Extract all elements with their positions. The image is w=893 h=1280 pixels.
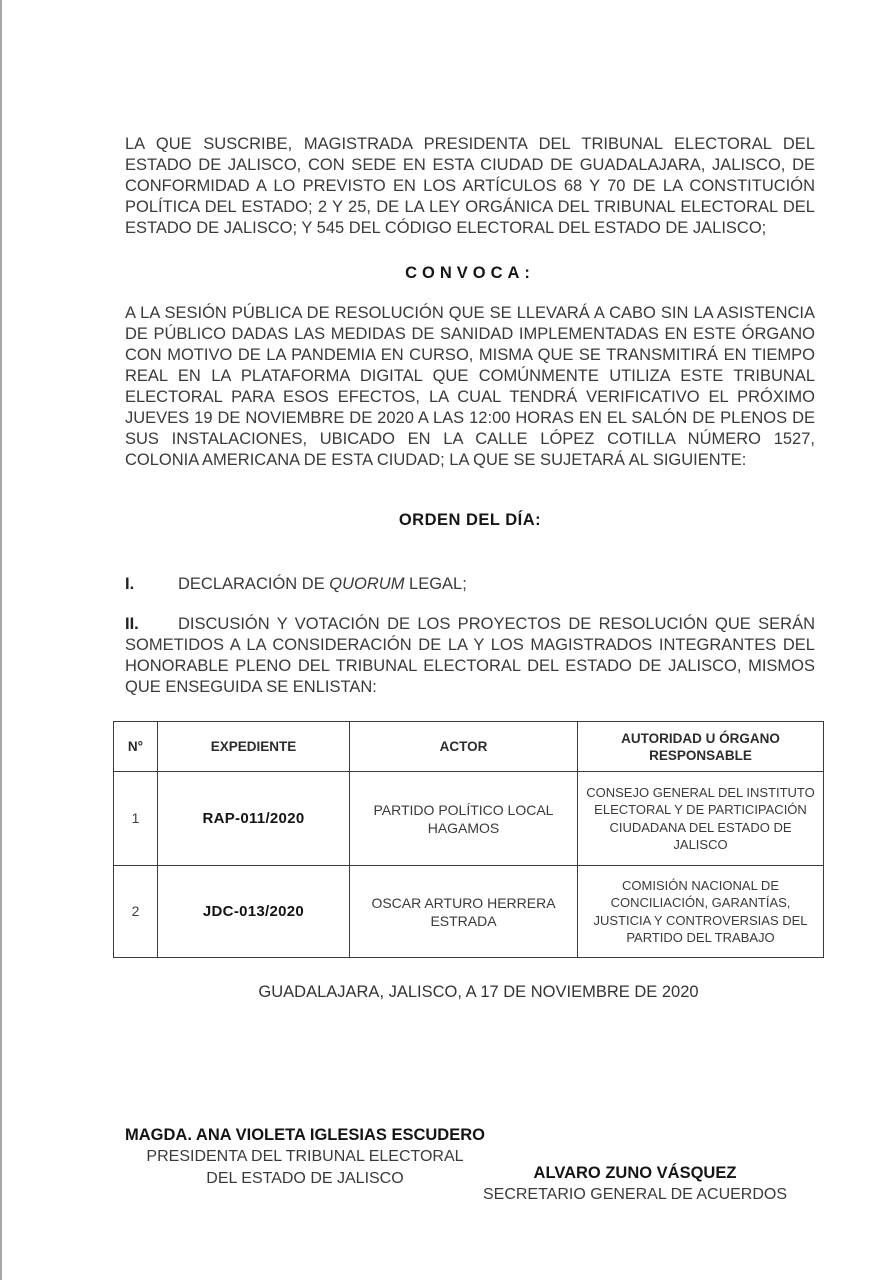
table-header-row	[114, 722, 824, 772]
cell-expediente: RAP-011/2020	[158, 772, 350, 866]
president-title-line2: DEL ESTADO DE JALISCO	[206, 1170, 404, 1187]
signature-block-president	[110, 1124, 500, 1190]
agenda-item-1-text-post: LEGAL;	[404, 575, 467, 593]
table-row	[114, 866, 824, 958]
agenda-item-2	[125, 614, 815, 698]
scan-edge-artifact	[0, 0, 2, 1280]
agenda-item-2-numeral: II.	[125, 615, 139, 633]
cell-actor: OSCAR ARTURO HERRERA ESTRADA	[350, 866, 578, 958]
intro-paragraph: LA QUE SUSCRIBE, MAGISTRADA PRESIDENTA DEL TRIBUNAL ELECTORAL DEL ESTADO DE JALISCO, CON SEDE EN ESTA CIUDAD DE GUADALAJARA, JALISCO, DE CONFORMIDAD A LO PREVISTO EN LOS ARTÍCULOS 68 Y 70 DE LA CONSTITUCIÓN POLÍTICA DEL ESTADO; 2 Y 25, DE LA LEY ORGÁNICA DEL TRIBUNAL ELECTORAL DEL ESTADO DE JALISCO; Y 545 DEL CÓDIGO ELECTORAL DEL ESTADO DE JALISCO;	[125, 135, 815, 237]
agenda-item-1-numeral: I.	[125, 575, 135, 593]
cell-autoridad: CONSEJO GENERAL DEL INSTITUTO ELECTORAL Y DE PARTICIPACIÓN CIUDADANA DEL ESTADO DE JALISCO	[578, 772, 824, 866]
convoca-heading: CONVOCA:	[405, 264, 535, 282]
president-name: MAGDA. ANA VIOLETA IGLESIAS ESCUDERO	[125, 1126, 485, 1144]
cell-num: 1	[114, 772, 158, 866]
cases-table	[113, 721, 824, 958]
agenda-item-1-text-pre: DECLARACIÓN DE	[178, 575, 330, 593]
cell-autoridad: COMISIÓN NACIONAL DE CONCILIACIÓN, GARANTÍAS, JUSTICIA Y CONTROVERSIAS DEL PARTIDO DEL TRABAJO	[578, 866, 824, 958]
agenda-item-2-text: DISCUSIÓN Y VOTACIÓN DE LOS PROYECTOS DE RESOLUCIÓN QUE SERÁN SOMETIDOS A LA CONSIDERACIÓN DE LA Y LOS MAGISTRADOS INTEGRANTES DEL HONORABLE PLENO DEL TRIBUNAL ELECTORAL DEL ESTADO DE JALISCO, MISMOS QUE ENSEGUIDA SE ENLISTAN:	[125, 615, 815, 696]
session-paragraph: A LA SESIÓN PÚBLICA DE RESOLUCIÓN QUE SE LLEVARÁ A CABO SIN LA ASISTENCIA DE PÚBLICO DADAS LAS MEDIDAS DE SANIDAD IMPLEMENTADAS EN ESTE ÓRGANO CON MOTIVO DE LA PANDEMIA EN CURSO, MISMA QUE SE TRANSMITIRÁ EN TIEMPO REAL EN LA PLATAFORMA DIGITAL QUE COMÚNMENTE UTILIZA ESTE TRIBUNAL ELECTORAL PARA ESOS EFECTOS, LA CUAL TENDRÁ VERIFICATIVO EL PRÓXIMO JUEVES 19 DE NOVIEMBRE DE 2020 A LAS 12:00 HORAS EN EL SALÓN DE PLENOS DE SUS INSTALACIONES, UBICADO EN LA CALLE LÓPEZ COTILLA NÚMERO 1527, COLONIA AMERICANA DE ESTA CIUDAD; LA QUE SE SUJETARÁ AL SIGUIENTE:	[125, 304, 815, 469]
cell-actor: PARTIDO POLÍTICO LOCAL HAGAMOS	[350, 772, 578, 866]
cell-expediente: JDC-013/2020	[158, 866, 350, 958]
secretary-title: SECRETARIO GENERAL DE ACUERDOS	[482, 1186, 788, 1203]
table-header-expediente: EXPEDIENTE	[158, 722, 350, 772]
table-row	[114, 772, 824, 866]
president-title-line1: PRESIDENTA DEL TRIBUNAL ELECTORAL	[146, 1148, 464, 1165]
cell-num: 2	[114, 866, 158, 958]
secretary-name: ALVARO ZUNO VÁSQUEZ	[533, 1164, 737, 1182]
signature-block-secretary	[455, 1162, 815, 1206]
dateline: GUADALAJARA, JALISCO, A 17 DE NOVIEMBRE DE 2020	[258, 983, 699, 1001]
table-header-actor: ACTOR	[350, 722, 578, 772]
table-header-autoridad: AUTORIDAD U ÓRGANO RESPONSABLE	[578, 722, 824, 772]
orden-del-dia-heading: ORDEN DEL DÍA:	[398, 511, 542, 529]
table-header-num: N°	[114, 722, 158, 772]
agenda-item-1	[125, 574, 815, 595]
agenda-item-1-text-italic: QUORUM	[329, 575, 405, 593]
document-body	[125, 0, 815, 1003]
